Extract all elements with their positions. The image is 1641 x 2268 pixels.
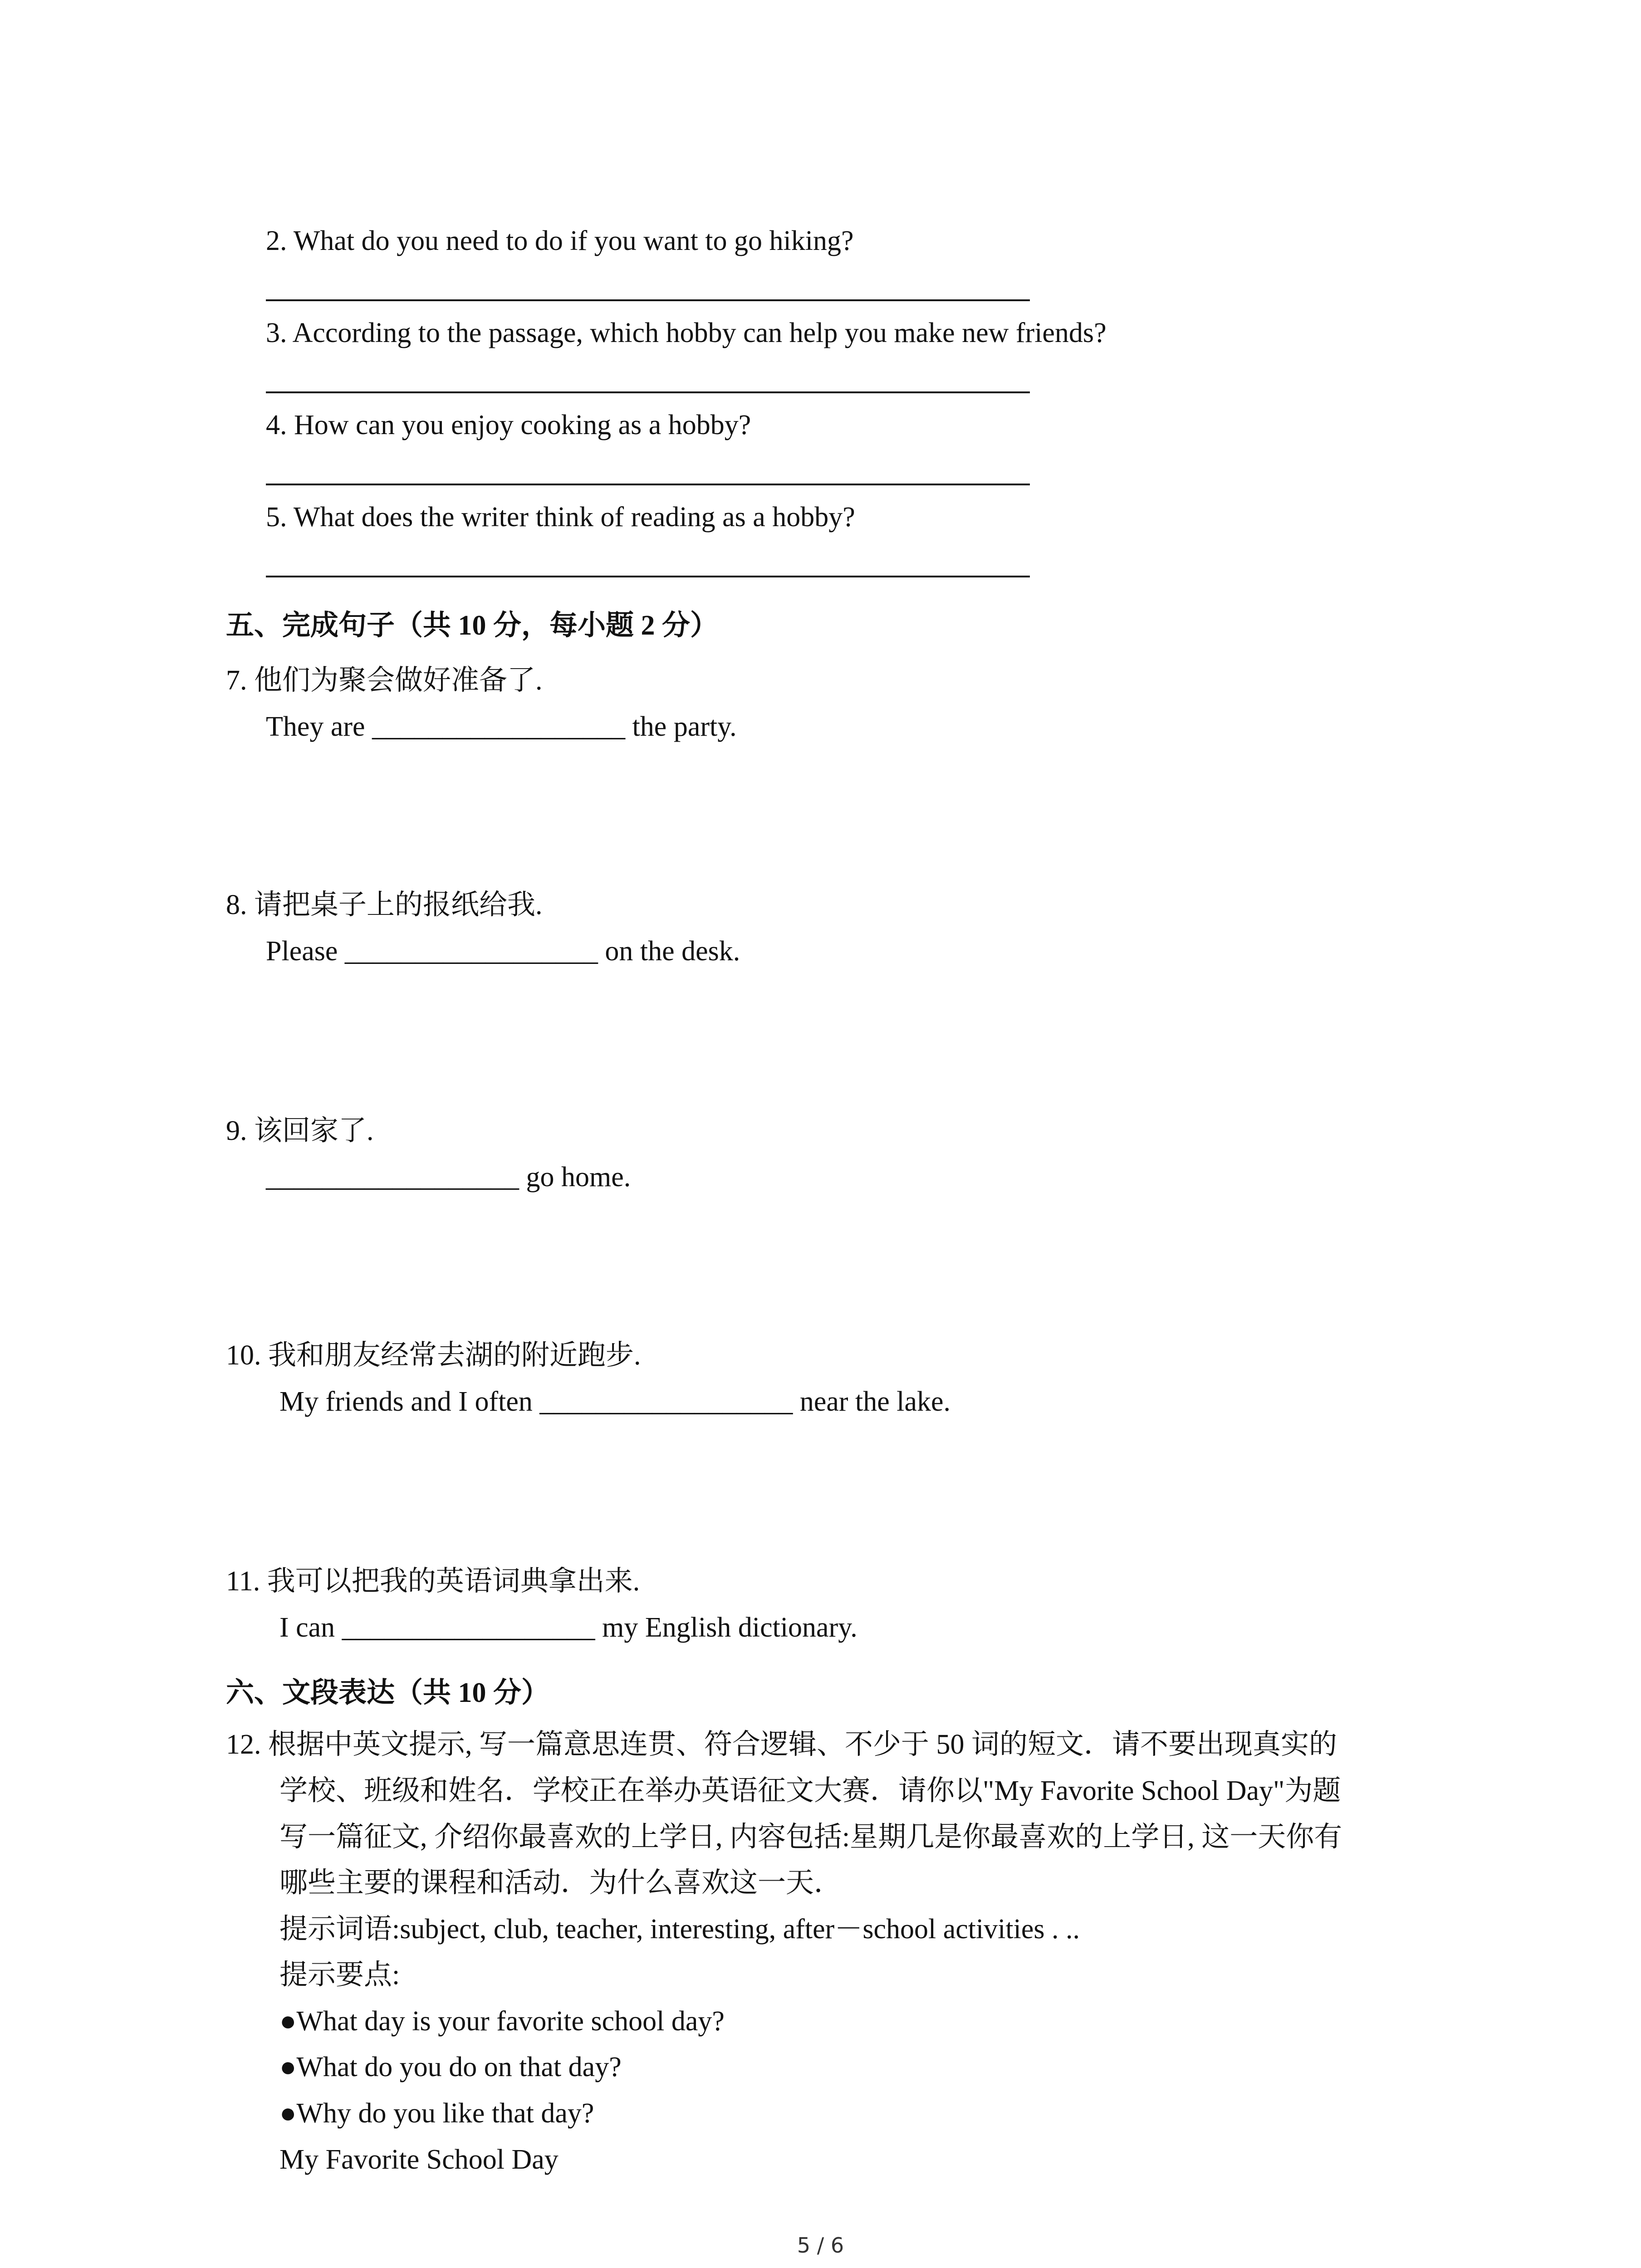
answer-line-5 [266, 576, 1030, 577]
item-7-sentence: They are __________________ the party. [266, 711, 737, 742]
item-10-sentence: My friends and I often __________________ near the lake. [279, 1386, 951, 1417]
item-10-prompt: 10. 我和朋友经常去湖的附近跑步. [226, 1340, 641, 1371]
item-11-prompt: 11. 我可以把我的英语词典拿出来. [226, 1566, 640, 1597]
item-12-instructions-line-1: 12. 根据中英文提示, 写一篇意思连贯、符合逻辑、不少于 50 词的短文．请不要出现真实的 [226, 1729, 1337, 1760]
question-3: 3. According to the passage, which hobby can help you make new friends? [266, 318, 1107, 348]
item-12-instructions-line-4: 哪些主要的课程和活动．为什么喜欢这一天． [279, 1867, 843, 1898]
item-11-sentence: I can __________________ my English dictionary. [279, 1612, 857, 1643]
answer-line-4 [266, 484, 1030, 485]
item-12-instructions-line-2: 学校、班级和姓名．学校正在举办英语征文大赛．请你以"My Favorite School Day"为题 [279, 1775, 1341, 1806]
page-number: 5 / 6 [797, 2233, 844, 2258]
question-5: 5. What does the writer think of reading as a hobby? [266, 502, 855, 533]
item-8-sentence: Please __________________ on the desk. [266, 936, 740, 967]
item-12-point-1: ●What day is your favorite school day? [279, 2006, 725, 2037]
item-9-sentence: __________________ go home. [266, 1162, 631, 1193]
item-8-prompt: 8. 请把桌子上的报纸给我. [226, 890, 543, 920]
item-12-keywords: 提示词语:subject, club, teacher, interesting, after－school activities . .. [279, 1914, 1080, 1945]
section-5-heading: 五、完成句子（共 10 分，每小题 2 分） [226, 610, 719, 641]
item-7-prompt: 7. 他们为聚会做好准备了. [226, 665, 543, 696]
item-12-points-label: 提示要点: [279, 1960, 400, 1990]
answer-line-2 [266, 299, 1030, 301]
item-12-point-3: ●Why do you like that day? [279, 2098, 594, 2129]
item-12-instructions-line-3: 写一篇征文, 介绍你最喜欢的上学日, 内容包括:星期几是你最喜欢的上学日, 这一天你有 [279, 1822, 1342, 1853]
question-2: 2. What do you need to do if you want to go hiking? [266, 225, 854, 256]
section-6-heading: 六、文段表达（共 10 分） [226, 1677, 550, 1708]
item-12-point-2: ●What do you do on that day? [279, 2052, 622, 2082]
item-9-prompt: 9. 该回家了. [226, 1115, 374, 1146]
answer-line-3 [266, 391, 1030, 393]
essay-title: My Favorite School Day [279, 2144, 558, 2175]
question-4: 4. How can you enjoy cooking as a hobby? [266, 410, 751, 440]
